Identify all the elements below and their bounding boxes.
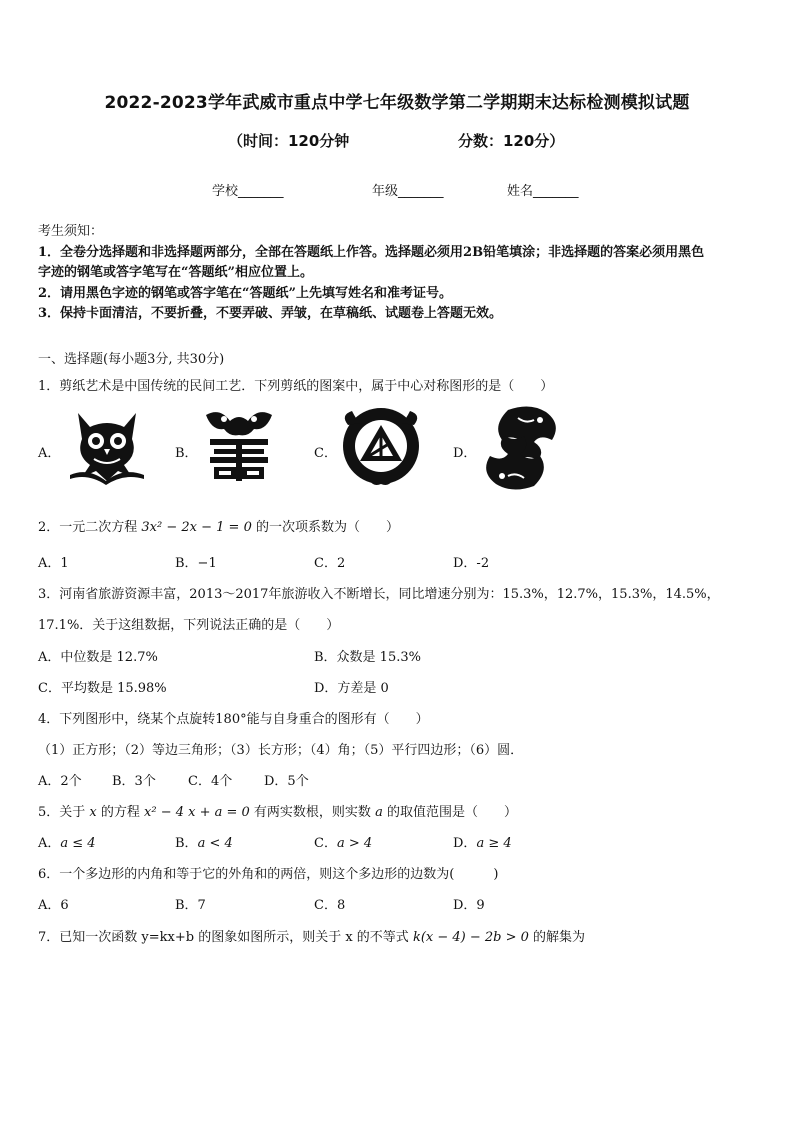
q2-option-b[interactable]: B．−1 [175, 556, 217, 571]
q2-stem [38, 516, 399, 535]
q1-option-c-label: C． [314, 446, 337, 461]
q5-option-a[interactable] [38, 832, 96, 851]
q7-stem [38, 926, 585, 945]
total-score: 分数：120分） [458, 132, 565, 150]
q5-option-d-math: a ≥ 4 [476, 836, 512, 851]
q5-stem-mid: 的方程 [96, 805, 145, 820]
q2-stem-pre: 2．一元二次方程 [38, 520, 142, 535]
q5-option-d[interactable] [453, 832, 512, 851]
q5-equation: x² − 4 x + a = 0 [144, 805, 250, 820]
q5-option-b-label: B． [175, 836, 198, 851]
q4-stem: 4．下列图形中，绕某个点旋转180°能与自身重合的图形有（ ） [38, 712, 429, 727]
q1-option-b-label: B． [175, 446, 198, 461]
exam-notes [38, 222, 758, 325]
q5-var-a: a [375, 805, 383, 820]
q5-option-c[interactable] [314, 832, 372, 851]
note-1: 1．全卷分选择题和非选择题两部分，全部在答题纸上作答。选择题必须用2B铅笔填涂；非选择题的答案必须用黑色 [38, 244, 705, 260]
note-3: 3．保持卡面清洁，不要折叠，不要弄破、弄皱，在草稿纸、试题卷上答题无效。 [38, 306, 503, 321]
owl-papercut-icon[interactable] [68, 405, 146, 485]
q6-option-d[interactable]: D．9 [453, 898, 485, 913]
q2-option-c[interactable]: C．2 [314, 556, 346, 571]
q4-option-b[interactable]: B．3个 [112, 774, 156, 789]
q4-shapes-list: （1）正方形；（2）等边三角形；（3）长方形；（4）角；（5）平行四边形；（6）圆． [38, 743, 524, 758]
q6-option-a[interactable]: A．6 [38, 898, 69, 913]
q2-option-d[interactable]: D．-2 [453, 556, 490, 571]
q5-option-c-label: C． [314, 836, 337, 851]
q5-option-a-label: A． [38, 836, 61, 851]
q4-option-a[interactable]: A．2个 [38, 774, 82, 789]
q5-stem [38, 801, 517, 820]
grade-field[interactable]: 年级_______ [372, 184, 444, 199]
q5-option-b-math: a < 4 [197, 836, 233, 851]
school-field[interactable]: 学校_______ [212, 184, 284, 199]
q1-stem: 1．剪纸艺术是中国传统的民间工艺．下列剪纸的图案中，属于中心对称图形的是（ ） [38, 379, 554, 394]
notes-heading: 考生须知： [38, 224, 104, 239]
q6-option-b[interactable]: B．7 [175, 898, 206, 913]
q7-stem-pre: 7．已知一次函数 y=kx+b 的图象如图所示，则关于 x 的不等式 [38, 930, 413, 945]
time-limit: （时间：120分钟 [228, 132, 350, 150]
q3-option-a[interactable]: A．中位数是 12.7% [38, 650, 158, 665]
q5-option-c-math: a > 4 [336, 836, 373, 851]
q1-option-d-label: D． [453, 446, 477, 461]
q5-stem-pre: 5．关于 [38, 805, 90, 820]
q2-equation: 3x² − 2x − 1 = 0 [141, 520, 252, 535]
exam-subtitle [0, 130, 794, 152]
q5-option-b[interactable] [175, 832, 233, 851]
double-happiness-papercut-icon[interactable] [200, 405, 278, 485]
q6-option-c[interactable]: C．8 [314, 898, 346, 913]
q7-inequality: k(x − 4) − 2b > 0 [412, 930, 529, 945]
dragon-phoenix-papercut-icon[interactable] [478, 404, 564, 492]
note-2: 2．请用黑色字迹的钢笔或答字笔在“答题纸”上先填写姓名和准考证号。 [38, 285, 453, 301]
q3-option-c[interactable]: C．平均数是 15.98% [38, 681, 167, 696]
note-1-cont: 字迹的钢笔或答字笔写在“答题纸”相应位置上。 [38, 265, 313, 280]
q6-stem: 6．一个多边形的内角和等于它的外角和的两倍，则这个多边形的边数为( ) [38, 867, 499, 882]
q3-option-d[interactable]: D．方差是 0 [314, 681, 389, 696]
fish-triangle-papercut-icon[interactable] [338, 405, 424, 487]
q2-stem-post: 的一次项系数为（ ） [251, 520, 399, 535]
q5-var-x: x [89, 805, 97, 820]
q3-option-b[interactable]: B．众数是 15.3% [314, 650, 421, 665]
q5-stem-post: 的取值范围是（ ） [382, 805, 517, 820]
q7-stem-post: 的解集为 [528, 930, 586, 945]
q4-option-c[interactable]: C．4个 [188, 774, 233, 789]
q4-option-d[interactable]: D．5个 [264, 774, 309, 789]
q5-option-d-label: D． [453, 836, 477, 851]
section-heading: 一、选择题(每小题3分, 共30分) [38, 352, 225, 367]
q2-option-a[interactable]: A．1 [38, 556, 69, 571]
exam-title: 2022-2023学年武威市重点中学七年级数学第二学期期末达标检测模拟试题 [104, 93, 690, 113]
q1-option-a-label: A． [38, 446, 61, 461]
q3-stem-line1: 3．河南省旅游资源丰富，2013～2017年旅游收入不断增长，同比增速分别为：15.3%，12.7%，15.3%，14.5%， [38, 587, 720, 602]
q3-stem-line2: 17.1%．关于这组数据，下列说法正确的是（ ） [38, 618, 340, 633]
q5-option-a-math: a ≤ 4 [60, 836, 96, 851]
q5-stem-mid2: 有两实数根，则实数 [249, 805, 376, 820]
name-field[interactable]: 姓名_______ [507, 184, 579, 199]
